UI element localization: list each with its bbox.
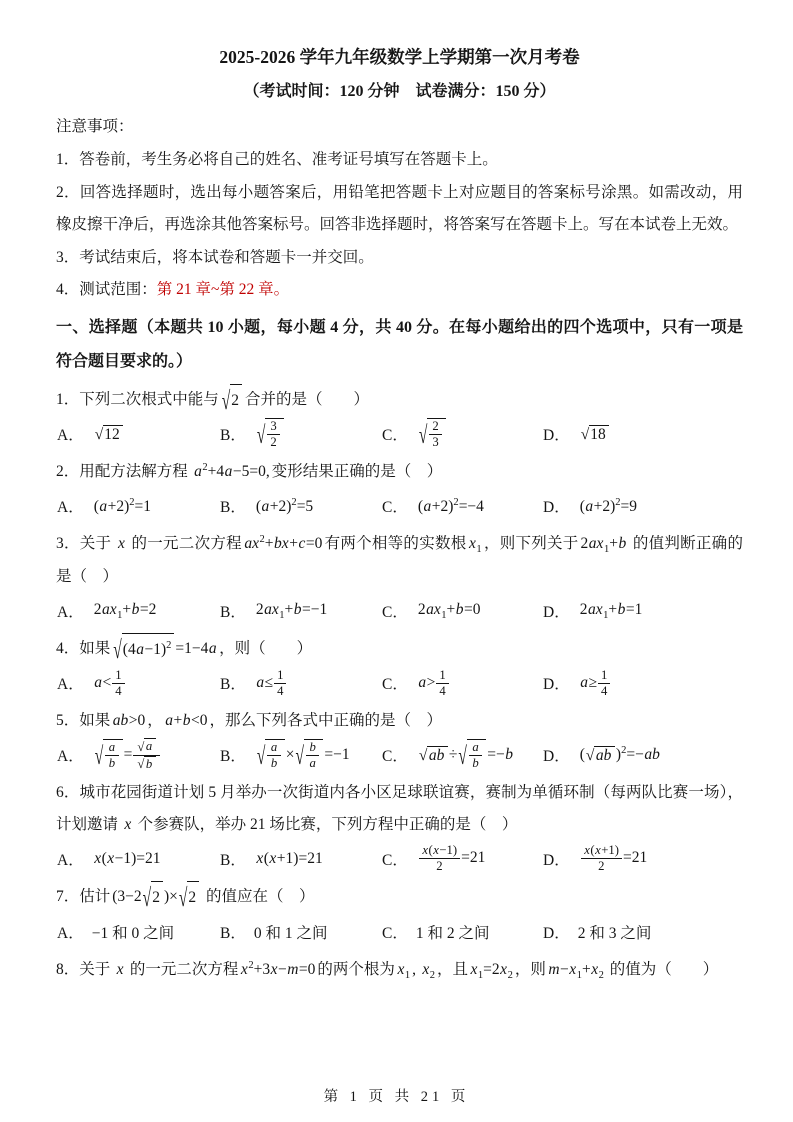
option-content: $2ax_1+b=2$ xyxy=(93,600,157,621)
option-letter: C． xyxy=(382,924,408,942)
question-5-stem: 5．如果 ab>0 ， a+b<0 ，那么下列各式中正确的是（ ） xyxy=(56,712,443,730)
option-letter: D． xyxy=(543,499,570,517)
option-content: −1 和 0 之间 xyxy=(91,924,175,942)
question-2-option-c xyxy=(382,495,543,517)
question-4-stem: 4．如果 √ $(4a-1)^2$ =1−4a ，则（ ） xyxy=(56,633,743,666)
option-content: √ 12 xyxy=(92,425,126,444)
option-content: √ $\frac{a}{b}$ = √ a √ b xyxy=(92,738,163,771)
option-content: $(a+2)^2=5$ xyxy=(255,496,314,515)
question-6-option-d xyxy=(543,843,743,874)
note-item-2: 2．回答选择题时，选出每小题答案后，用铅笔把答题卡上对应题目的答案标号涂黑。如需改动，用橡皮擦干净后，再选涂其他答案标号。回答非选择题时，将答案写在答题卡上。写在本试卷上无效。 xyxy=(56,183,743,234)
question-3-options xyxy=(57,594,743,628)
question-7-option-b xyxy=(220,921,382,943)
section-1-heading: 一、选择题（本题共 10 小题，每小题 4 分，共 40 分。在每小题给出的四个选项中，只有一项是符合题目要求的。） xyxy=(56,318,743,370)
option-content: √ $\frac{a}{b}$ × √ $\frac{b}{a}$ =−1 xyxy=(256,739,350,771)
question-5-options xyxy=(57,738,743,772)
option-letter: A． xyxy=(57,427,84,445)
option-letter: D． xyxy=(543,427,570,445)
question-8-stem: 8．关于 x 的一元二次方程 $x^2+3x-m=0$ 的两个根为 $x_1$ , $x_2$ ，且 $x_1=2x_2$ ，则 $m-x_1+x_2$ 的值为（ ） xyxy=(56,959,719,981)
option-letter: C． xyxy=(382,603,408,621)
question-7-option-a xyxy=(57,921,220,943)
question-3-option-b xyxy=(220,600,382,622)
question-6-option-a xyxy=(57,848,220,870)
option-letter: A． xyxy=(57,924,84,942)
option-content: √ 18 xyxy=(578,425,612,444)
option-content: ( √ ab )$^2$=−ab xyxy=(579,745,660,765)
question-1-option-a xyxy=(57,423,220,445)
question-6-stem: 6．城市花园街道计划 5 月举办一次街道内各小区足球联谊赛，赛制为单循环制（每两队比赛一场），计划邀请 x 个参赛队，举办 21 场比赛，下列方程中正确的是（ ） xyxy=(56,784,743,833)
option-content: a≥ $\frac{1}{4}$ xyxy=(578,668,614,699)
option-content: 1 和 2 之间 xyxy=(415,924,490,942)
option-letter: B． xyxy=(220,499,246,517)
question-2-option-a xyxy=(57,495,220,517)
option-content: $2ax_1+b=-1$ xyxy=(255,600,328,621)
question-5-option-b xyxy=(220,739,382,771)
note-item-4: 4．测试范围：第 21 章~第 22 章。 xyxy=(56,281,290,299)
question-6-option-c xyxy=(382,843,543,874)
option-letter: D． xyxy=(543,924,570,942)
question-7-options xyxy=(57,915,743,949)
option-letter: A． xyxy=(57,603,84,621)
option-letter: C． xyxy=(382,851,408,869)
question-3-stem: 3．关于 x 的一元二次方程 $ax^2+bx+c=0$ 有两个相等的实数根 $x_1$ ，则下列关于 $2ax_1+b$ 的值判断正确的是（ ） xyxy=(56,533,743,585)
page-number: 第 1 页 共 21 页 xyxy=(323,1089,470,1105)
question-1 xyxy=(56,384,743,452)
question-4-options xyxy=(57,666,743,700)
option-letter: B． xyxy=(220,603,246,621)
option-letter: B． xyxy=(220,851,246,869)
option-letter: A． xyxy=(57,676,84,694)
question-1-option-d xyxy=(543,423,743,445)
question-5-option-c xyxy=(382,739,543,771)
notes-list xyxy=(56,144,743,307)
option-content: 2 和 3 之间 xyxy=(577,924,652,942)
option-content: $(a+2)^2=1$ xyxy=(93,496,152,515)
question-7-option-c xyxy=(382,921,543,943)
option-content: √ $\frac{3}{2}$ xyxy=(254,418,287,450)
option-content: a< $\frac{1}{4}$ xyxy=(92,668,128,699)
option-content: x(x+1)=21 xyxy=(256,849,323,867)
question-1-option-b xyxy=(220,418,382,450)
question-7-stem: 7．估计 (3−2 √ 2 )× √ 2 的值应在（ ） xyxy=(56,881,743,914)
question-6-options xyxy=(57,842,743,876)
question-4 xyxy=(56,633,743,701)
question-1-options xyxy=(57,417,743,451)
option-content: x(x−1)=21 xyxy=(94,849,161,867)
option-letter: B． xyxy=(220,676,246,694)
question-2-options xyxy=(57,489,743,523)
option-content: $(a+2)^2=-4$ xyxy=(417,496,484,515)
question-3 xyxy=(56,528,743,627)
option-content: $\frac{x(x+1)}{2}$ =21 xyxy=(578,843,650,874)
question-4-option-c xyxy=(382,668,543,699)
question-6 xyxy=(56,777,743,876)
option-letter: D． xyxy=(543,748,570,766)
question-7-option-d xyxy=(543,921,743,943)
option-letter: C． xyxy=(382,676,408,694)
question-4-option-d xyxy=(543,668,743,699)
option-letter: B． xyxy=(220,427,246,445)
question-6-option-b xyxy=(220,848,382,870)
note-item-3: 3．考试结束后，将本试卷和答题卡一并交回。 xyxy=(56,248,374,266)
option-letter: C． xyxy=(382,499,408,517)
note-item-1: 1．答卷前，考生务必将自己的姓名、准考证号填写在答题卡上。 xyxy=(56,150,498,168)
question-4-option-a xyxy=(57,668,220,699)
option-letter: A． xyxy=(57,851,84,869)
option-letter: B． xyxy=(220,748,246,766)
question-4-option-b xyxy=(220,668,382,699)
option-letter: A． xyxy=(57,499,84,517)
option-letter: D． xyxy=(543,603,570,621)
option-content: $\frac{x(x-1)}{2}$ =21 xyxy=(416,843,488,874)
question-5 xyxy=(56,705,743,772)
option-content: a≤ $\frac{1}{4}$ xyxy=(254,668,290,699)
question-8 xyxy=(56,954,743,987)
option-letter: A． xyxy=(57,748,84,766)
question-1-stem: 1．下列二次根式中能与 √ 2 合并的是（ ） xyxy=(56,384,743,417)
question-3-option-a xyxy=(57,600,220,622)
question-2-option-d xyxy=(543,495,743,517)
option-letter: D． xyxy=(543,676,570,694)
question-3-option-d xyxy=(543,600,743,622)
option-letter: C． xyxy=(382,748,408,766)
question-5-option-d xyxy=(543,744,743,766)
option-content: √ ab ÷ √ $\frac{a}{b}$ =−b xyxy=(418,739,513,771)
option-letter: B． xyxy=(220,924,246,942)
option-letter: D． xyxy=(543,851,570,869)
option-content: $(a+2)^2=9$ xyxy=(579,496,638,515)
question-2 xyxy=(56,456,743,523)
question-2-stem: 2．用配方法解方程 $a^2+4a-5=0$, 变形结果正确的是（ ） xyxy=(56,462,443,481)
question-2-option-b xyxy=(220,495,382,517)
question-1-option-c xyxy=(382,418,543,450)
option-content: √ $\frac{2}{3}$ xyxy=(416,418,449,450)
notes-heading: 注意事项： xyxy=(56,118,134,136)
option-content: 0 和 1 之间 xyxy=(253,924,328,942)
question-3-option-c xyxy=(382,600,543,622)
option-content: $2ax_1+b=0$ xyxy=(417,600,481,621)
page-title: 2025-2026 学年九年级数学上学期第一次月考卷 xyxy=(219,47,580,67)
question-5-option-a xyxy=(57,738,220,771)
option-content: $2ax_1+b=1$ xyxy=(579,600,643,621)
page-subtitle: （考试时间：120 分钟 试卷满分：150 分） xyxy=(243,83,556,101)
option-letter: C． xyxy=(382,427,408,445)
question-7 xyxy=(56,881,743,949)
option-content: a> $\frac{1}{4}$ xyxy=(416,668,452,699)
